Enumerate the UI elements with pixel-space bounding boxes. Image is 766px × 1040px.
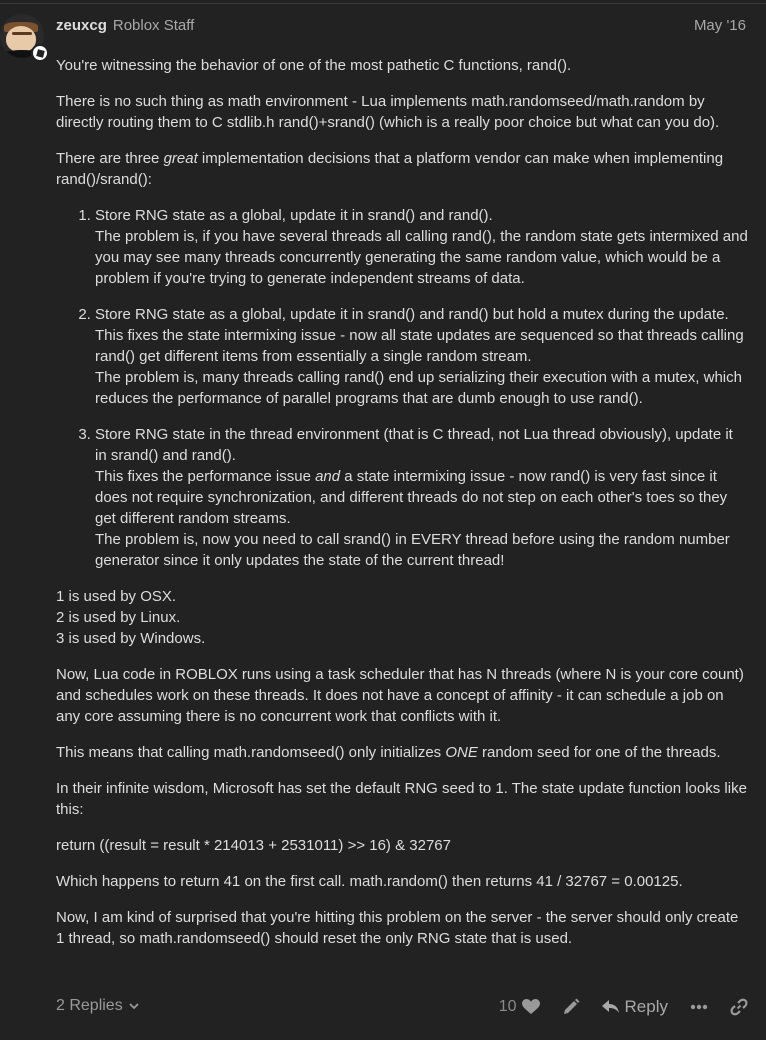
edit-button[interactable] [562,998,580,1016]
list-item [95,205,748,289]
paragraph: Which happens to return 41 on the first call. math.random() then returns 41 / 32767 = 0.00125. [56,873,683,890]
usage-line: 3 is used by Windows. [56,630,206,647]
list-item-line: The problem is, if you have several threads all calling rand(), the random state gets intermixed and you may see many threads concurrently generating the same random value, which would be a problem if you're trying to generate independent streams of data. [95,228,748,287]
top-divider [0,3,766,4]
reply-arrow-icon [602,999,620,1015]
more-button[interactable] [690,1004,708,1010]
emphasis: and [315,468,341,485]
post-body [56,55,748,964]
link-icon [730,998,748,1016]
heart-icon [522,999,540,1015]
like-count[interactable]: 10 [498,998,517,1015]
paragraph: In their infinite wisdom, Microsoft has set the default RNG seed to 1. The state update function looks like this: [56,780,747,818]
post-header [56,17,746,37]
usage-line: 2 is used by Linux. [56,609,181,626]
text: random seed for one of the threads. [477,744,721,761]
avatar[interactable] [0,14,48,62]
text: implementation decisions that a platform vendor can make when implementing rand()/srand(): [56,150,724,188]
replies-button[interactable] [56,997,140,1015]
list-item [95,304,748,409]
more-dots-icon [690,1004,708,1010]
list-item-line: 1. Store RNG state as a global, update it in srand() and rand(). [95,207,493,224]
list-item-line: 3. Store RNG state in the thread environment (that is C thread, not Lua thread obviously), update it in srand() and rand(). [95,426,733,464]
username[interactable]: zeuxcg [56,17,107,34]
like-button[interactable] [522,999,540,1015]
text: There are three [56,150,164,167]
roblox-staff-badge-icon [31,44,49,62]
list-item-line: 2. Store RNG state as a global, update it in srand() and rand() but hold a mutex during the update. [95,306,729,323]
pencil-icon [562,998,580,1016]
reply-button[interactable] [602,997,668,1017]
post-date[interactable]: May '16 [693,17,746,34]
post-actions [499,994,748,1020]
usage-line: 1 is used by OSX. [56,588,177,605]
paragraph [56,148,748,190]
text: a state intermixing issue - now rand() is very fast since it does not require synchronization, and different threads do not step on each other's toes so they get different random streams. [95,468,728,527]
paragraph [56,586,748,649]
text: This means that calling math.randomseed() only initializes [56,744,446,761]
post-footer [56,994,748,1020]
reply-label: Reply [624,997,668,1016]
code-line: return ((result = result * 214013 + 2531011) >> 16) & 32767 [56,837,451,854]
chevron-down-icon [128,1000,140,1012]
emphasis: great [163,150,198,167]
paragraph: There is no such thing as math environment - Lua implements math.randomseed/math.random by directly routing them to C stdlib.h rand()+srand() (which is a really poor choice but what can you do). [56,93,720,131]
emphasis: ONE [445,744,478,761]
share-button[interactable] [730,998,748,1016]
paragraph: Now, I am kind of surprised that you're hitting this problem on the server - the server should only create 1 thread, so math.randomseed() should reset the only RNG state that is used. [56,909,739,947]
text: This fixes the performance issue [95,468,316,485]
replies-label: 2 Replies [56,997,123,1014]
list-item-line [95,466,748,529]
ordered-list [56,205,748,571]
paragraph: You're witnessing the behavior of one of the most pathetic C functions, rand(). [56,57,572,74]
user-title: Roblox Staff [112,17,195,34]
list-item-line: This fixes the state intermixing issue - now all state updates are sequenced so that threads calling rand() get different items from essentially a single random stream. [95,327,744,365]
list-item-line: The problem is, many threads calling rand() end up serializing their execution with a mutex, which reduces the performance of parallel programs that are dumb enough to use rand(). [95,369,742,407]
paragraph [56,742,748,763]
list-item-line: The problem is, now you need to call srand() in EVERY thread before using the random number generator since it only updates the state of the current thread! [95,531,730,569]
list-item [95,424,748,571]
paragraph: Now, Lua code in ROBLOX runs using a task scheduler that has N threads (where N is your core count) and schedules work on these threads. It does not have a concept of affinity - it can schedule a job on any core assuming there is no concurrent work that conflicts with it. [56,666,744,725]
